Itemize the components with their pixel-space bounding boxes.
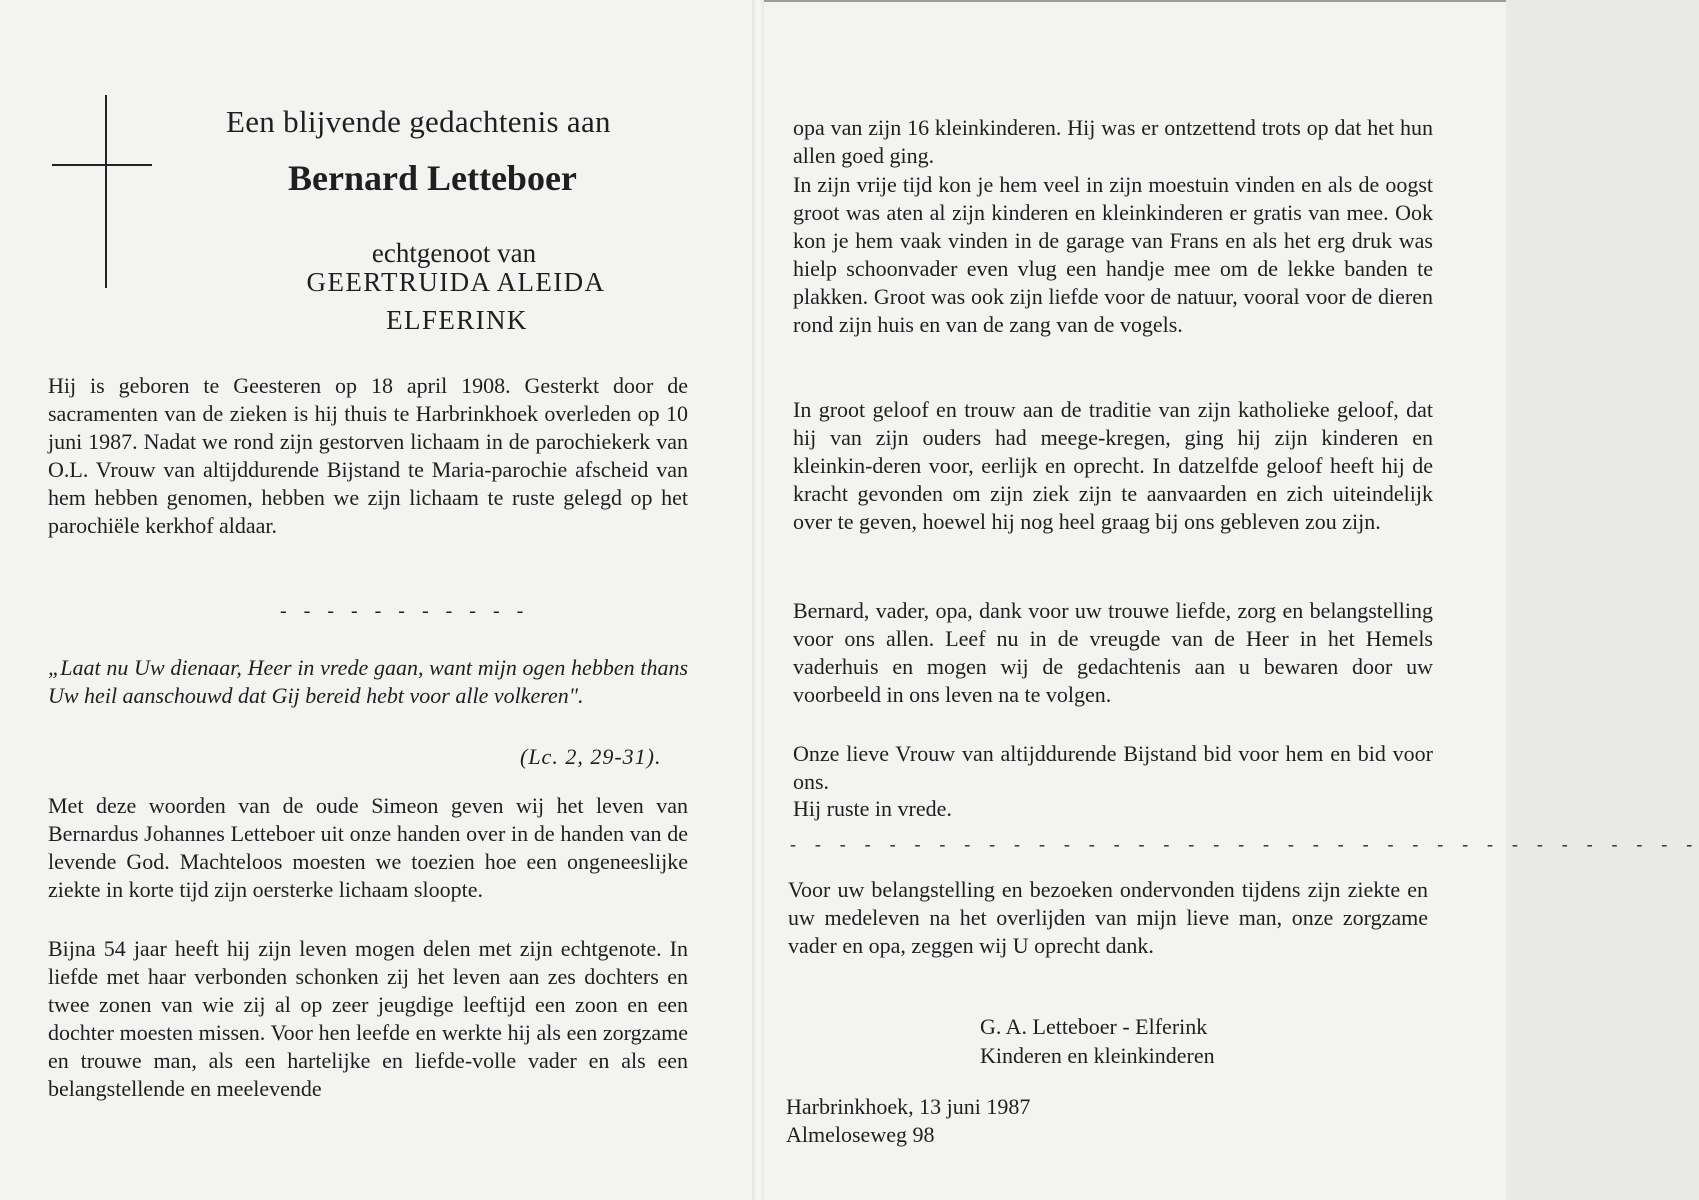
card-fold (752, 0, 764, 1200)
signature-name: G. A. Letteboer - Elferink (980, 1014, 1208, 1039)
signature-family: Kinderen en kleinkinderen (980, 1043, 1215, 1068)
spouse-intro: echtgenoot van (371, 238, 537, 268)
spouse-name-line1: GEERTRUIDA ALEIDA (306, 267, 606, 297)
reflection-paragraph: Met deze woorden van de oude Simeon geven wij het leven van Bernardus Johannes Letteboer uit onze handen over in de handen van de levende God. Machteloos moesten we toezien hoe een ongeneeslijke ziekte in korte tijd zijn oersterke lichaam sloopte. (48, 793, 688, 902)
separator-right: - - - - - - - - - - - - - - - - - - - - - - - - - - - - - - - - - - - - - (790, 834, 1699, 854)
hobbies-paragraph: In zijn vrije tijd kon je hem veel in zijn moestuin vinden en als de oogst groot was aten al zijn kinderen en kleinkinderen er gratis van mee. Ook kon je hem vaak vinden in de garage van Frans en als het erg druk was hielp schoonvader even vlug een handje mee om de lekke banden te plakken. Groot was ook zijn liefde voor de natuur, vooral voor de dieren rond zijn huis en van de zang van de vogels. (793, 172, 1433, 337)
separator: - - - - - - - - - - - (280, 600, 530, 622)
faith-paragraph: In groot geloof en trouw aan de traditie van zijn katholieke geloof, dat hij van zijn ouders had meege-kregen, ging hij zijn kinderen en kleinkin-deren voor, eerlijk en oprecht. In datzelfde geloof heeft hij de kracht gevonden om zijn ziek zijn te aanvaarden en zich uiteindelijk over te geven, hoewel hij nog heel graag bij ons gebleven zou zijn. (793, 397, 1433, 534)
deceased-name: Bernard Letteboer (288, 158, 577, 198)
rest-in-peace: Hij ruste in vrede. (793, 796, 952, 821)
place-date: Harbrinkhoek, 13 juni 1987 (786, 1094, 1031, 1119)
memorial-heading: Een blijvende gedachtenis aan (226, 104, 611, 139)
bible-quote: „Laat nu Uw dienaar, Heer in vrede gaan, want mijn ogen hebben thans Uw heil aanschouwd dat Gij bereid hebt voor alle volkeren". (48, 655, 688, 708)
farewell-paragraph: Bernard, vader, opa, dank voor uw trouwe liefde, zorg en belangstelling voor ons allen. Leef nu in de vreugde van de Heer in het Hemels vaderhuis en mogen wij de gedachtenis aan u bewaren door uw voorbeeld in ons leven na te volgen. (793, 598, 1433, 707)
cross-icon (105, 95, 107, 288)
left-page (0, 0, 752, 1200)
cross-icon-bar (52, 164, 152, 166)
spouse-name-line2: ELFERINK (386, 305, 528, 335)
biography-paragraph: Hij is geboren te Geesteren op 18 april 1908. Gesterkt door de sacramenten van de zieken is hij thuis te Harbrinkhoek overleden op 10 juni 1987. Nadat we rond zijn gestorven lichaam in de parochiekerk van O.L. Vrouw van altijddurende Bijstand te Maria-parochie afscheid van hem hebben genomen, hebben we zijn lichaam te ruste gelegd op het parochiële kerkhof aldaar. (48, 373, 688, 538)
quote-reference: (Lc. 2, 29-31). (520, 744, 662, 769)
thanks-paragraph: Voor uw belangstelling en bezoeken ondervonden tijdens zijn ziekte en uw medeleven na het overlijden van mijn lieve man, onze zorgzame vader en opa, zeggen wij U oprecht dank. (788, 877, 1428, 958)
address: Almeloseweg 98 (786, 1122, 935, 1147)
prayer-paragraph: Onze lieve Vrouw van altijddurende Bijstand bid voor hem en bid voor ons. (793, 741, 1433, 794)
grandchildren-paragraph: opa van zijn 16 kleinkinderen. Hij was er ontzettend trots op dat het hun allen goed ging. (793, 115, 1433, 168)
family-paragraph: Bijna 54 jaar heeft hij zijn leven mogen delen met zijn echtgenote. In liefde met haar verbonden schonken zij het leven aan zes dochters en twee zonen van wie zij al op zeer jeugdige leeftijd een zoon en een dochter moesten missen. Voor hen leefde en werkte hij als een zorgzame en trouwe man, als een hartelijke en liefde-volle vader en als een belangstellende en meelevende (48, 936, 688, 1101)
